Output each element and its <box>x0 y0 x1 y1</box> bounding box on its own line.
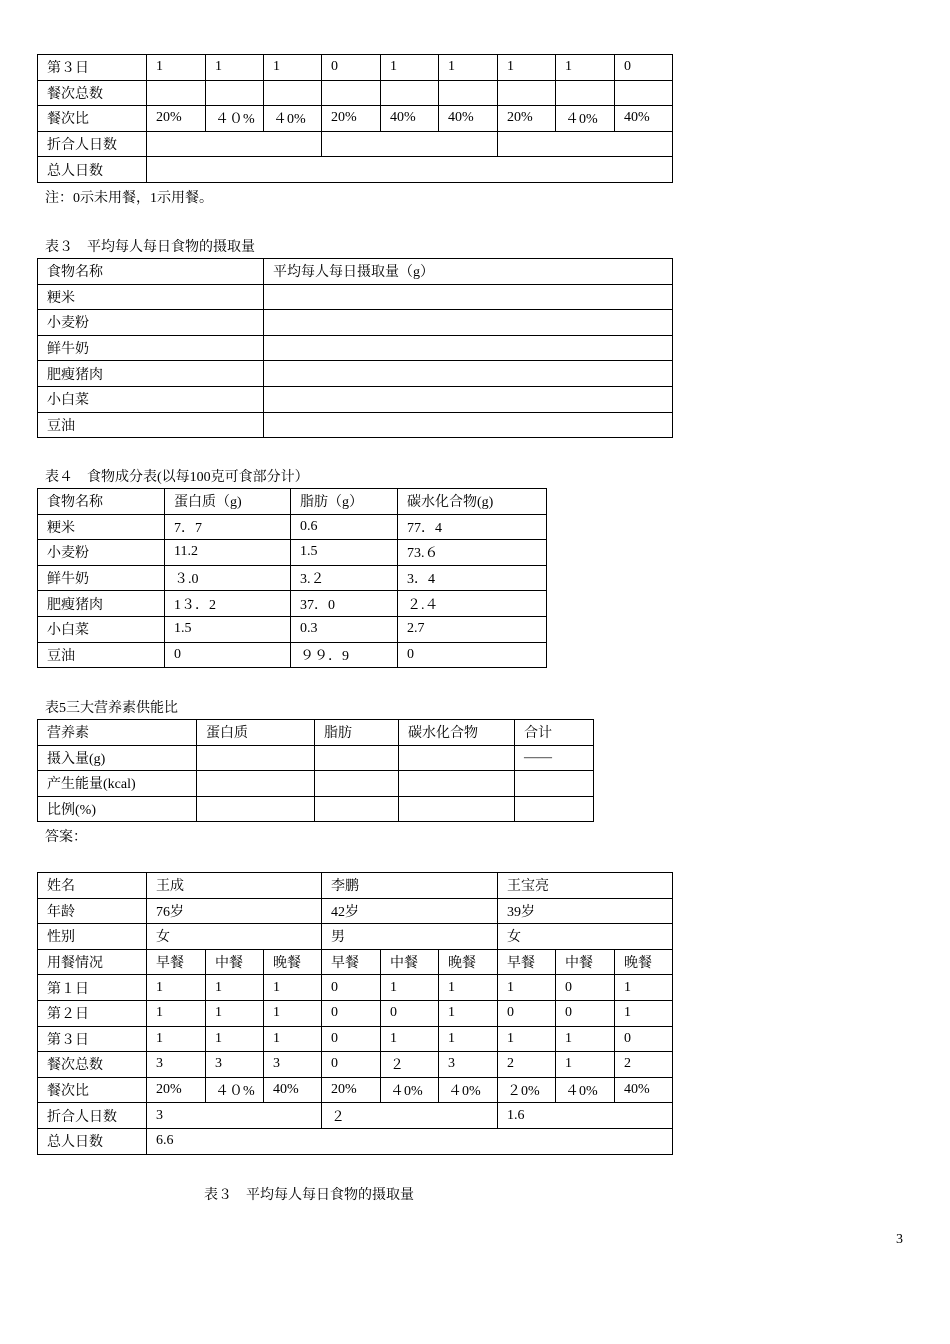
table-row <box>38 745 594 771</box>
meal-status-table-continued <box>37 54 673 183</box>
table-cell: 1 <box>264 1026 322 1052</box>
food-name: 鲜牛奶 <box>38 565 165 591</box>
table-cell <box>264 412 673 438</box>
table-cell: 1３．2 <box>165 591 291 617</box>
table-cell: 1 <box>439 1000 498 1026</box>
table-row <box>38 1103 673 1129</box>
answer-label: 答案： <box>45 830 87 845</box>
person-sex: 女 <box>498 924 673 950</box>
table-cell: 73.６ <box>398 540 547 566</box>
table5-energy-ratio <box>37 719 594 822</box>
row-label: 姓名 <box>38 873 147 899</box>
food-name: 豆油 <box>38 412 264 438</box>
food-name: 肥瘦猪肉 <box>38 361 264 387</box>
table-row <box>38 284 673 310</box>
column-header: 合计 <box>515 720 594 746</box>
table-cell: 3 <box>206 1052 264 1078</box>
table-row <box>38 565 547 591</box>
table-cell: 3 <box>147 1103 322 1129</box>
meal-header: 早餐 <box>498 949 556 975</box>
column-header: 碳水化合物 <box>399 720 515 746</box>
table-cell <box>399 796 515 822</box>
table-cell: 1 <box>381 55 439 81</box>
table-cell: 1 <box>206 975 264 1001</box>
table-cell: ４０% <box>206 1077 264 1103</box>
table-cell: 1 <box>264 975 322 1001</box>
column-header: 食物名称 <box>38 489 165 515</box>
bottom-table-caption: 表３ 平均每人每日食物的摄取量 <box>204 1188 414 1203</box>
table-cell <box>315 771 399 797</box>
table-cell: 0 <box>398 642 547 668</box>
row-label: 餐次总数 <box>38 1052 147 1078</box>
table-cell <box>197 771 315 797</box>
table-cell: ４０% <box>206 106 264 132</box>
table-cell: 1 <box>498 975 556 1001</box>
table-row <box>38 540 547 566</box>
row-label: 总人日数 <box>38 1128 147 1154</box>
table-cell: 3 <box>264 1052 322 1078</box>
table-row <box>38 361 673 387</box>
person-age: 76岁 <box>147 898 322 924</box>
table-cell: 2 <box>498 1052 556 1078</box>
table-cell: 1 <box>381 975 439 1001</box>
table-cell <box>264 386 673 412</box>
row-label: 年龄 <box>38 898 147 924</box>
table-row <box>38 949 673 975</box>
row-label: 摄入量(g) <box>38 745 197 771</box>
table-cell: 1 <box>206 1026 264 1052</box>
table-cell: ３.0 <box>165 565 291 591</box>
table-cell <box>381 80 439 106</box>
table-cell: ４0% <box>264 106 322 132</box>
table-row <box>38 1128 673 1154</box>
table-cell: 0 <box>556 1000 615 1026</box>
table-cell: 3．4 <box>398 565 547 591</box>
table-row <box>38 310 673 336</box>
food-name: 鲜牛奶 <box>38 335 264 361</box>
row-label: 第１日 <box>38 975 147 1001</box>
person-age: 42岁 <box>322 898 498 924</box>
table-cell: 40% <box>264 1077 322 1103</box>
table-cell <box>206 80 264 106</box>
table-row <box>38 873 673 899</box>
row-label: 产生能量(kcal) <box>38 771 197 797</box>
table-cell: 1 <box>147 1000 206 1026</box>
meal-header: 晚餐 <box>439 949 498 975</box>
table-row <box>38 796 594 822</box>
table-cell: 0 <box>615 1026 673 1052</box>
row-label: 折合人日数 <box>38 131 147 157</box>
row-label: 总人日数 <box>38 157 147 183</box>
food-name: 小白菜 <box>38 386 264 412</box>
table-cell: 1 <box>147 55 206 81</box>
row-label: 餐次比 <box>38 1077 147 1103</box>
table-row <box>38 1077 673 1103</box>
table-header-row <box>38 489 547 515</box>
table-cell: 0 <box>322 1052 381 1078</box>
table-cell: ４0% <box>381 1077 439 1103</box>
table-cell <box>264 310 673 336</box>
column-header: 营养素 <box>38 720 197 746</box>
table-row <box>38 616 547 642</box>
table-cell: 1 <box>498 55 556 81</box>
table-cell: 1.5 <box>165 616 291 642</box>
table3-caption: 表３ 平均每人每日食物的摄取量 <box>45 240 255 255</box>
table-note: 注：0示未用餐，1示用餐。 <box>45 191 213 206</box>
table-cell: 11.2 <box>165 540 291 566</box>
food-name: 小麦粉 <box>38 540 165 566</box>
table-cell: ２0% <box>498 1077 556 1103</box>
food-name: 粳米 <box>38 514 165 540</box>
table-cell: 20% <box>322 106 381 132</box>
person-name: 王成 <box>147 873 322 899</box>
food-name: 粳米 <box>38 284 264 310</box>
table4-food-composition <box>37 488 547 668</box>
table-cell: 0 <box>165 642 291 668</box>
table-cell: 0 <box>322 55 381 81</box>
food-name: 小麦粉 <box>38 310 264 336</box>
table-cell: 7．7 <box>165 514 291 540</box>
column-header: 平均每人每日摄取量（g） <box>264 259 673 285</box>
table-cell <box>515 796 594 822</box>
table-cell: 1 <box>206 55 264 81</box>
table-cell: 37．0 <box>291 591 398 617</box>
table-cell: 1 <box>264 1000 322 1026</box>
meal-header: 早餐 <box>147 949 206 975</box>
row-label: 餐次总数 <box>38 80 147 106</box>
row-label: 用餐情况 <box>38 949 147 975</box>
table-row <box>38 80 673 106</box>
table-cell: 20% <box>147 1077 206 1103</box>
table-cell: 1 <box>439 1026 498 1052</box>
table-header-row <box>38 259 673 285</box>
table-row <box>38 514 547 540</box>
person-sex: 女 <box>147 924 322 950</box>
table-cell: ４0% <box>439 1077 498 1103</box>
table-cell <box>264 284 673 310</box>
table-row <box>38 1052 673 1078</box>
row-label: 第３日 <box>38 1026 147 1052</box>
table-cell: 1 <box>381 1026 439 1052</box>
table-cell <box>439 80 498 106</box>
table-cell: 1.5 <box>291 540 398 566</box>
table-row <box>38 924 673 950</box>
table-cell <box>197 796 315 822</box>
table-cell: 20% <box>147 106 206 132</box>
table-cell: 40% <box>381 106 439 132</box>
person-age: 39岁 <box>498 898 673 924</box>
table-cell: 0 <box>322 1026 381 1052</box>
table-cell: 40% <box>615 1077 673 1103</box>
column-header: 蛋白质（g) <box>165 489 291 515</box>
table-cell <box>315 745 399 771</box>
table-cell: 0 <box>322 1000 381 1026</box>
table-cell <box>315 796 399 822</box>
row-label: 折合人日数 <box>38 1103 147 1129</box>
table-cell: 3 <box>439 1052 498 1078</box>
table-cell <box>498 80 556 106</box>
table-cell: 2.7 <box>398 616 547 642</box>
person-sex: 男 <box>322 924 498 950</box>
food-name: 肥瘦猪肉 <box>38 591 165 617</box>
table-cell <box>264 361 673 387</box>
person-name: 王宝亮 <box>498 873 673 899</box>
table-cell: 1 <box>206 1000 264 1026</box>
table-cell: 1 <box>615 1000 673 1026</box>
answer-meal-table <box>37 872 673 1155</box>
table-cell: 6.6 <box>147 1128 673 1154</box>
table4-caption: 表４ 食物成分表(以每100克可食部分计） <box>45 470 309 485</box>
table-cell: 1 <box>264 55 322 81</box>
table-row <box>38 771 594 797</box>
table-cell <box>399 771 515 797</box>
table-cell: ２.４ <box>398 591 547 617</box>
table-cell: 20% <box>498 106 556 132</box>
table-cell: ４0% <box>556 106 615 132</box>
table-cell: 1 <box>556 1026 615 1052</box>
table-row <box>38 642 547 668</box>
table-cell <box>264 335 673 361</box>
table-cell: 1 <box>147 975 206 1001</box>
row-label: 第２日 <box>38 1000 147 1026</box>
meal-header: 中餐 <box>381 949 439 975</box>
table-row <box>38 131 673 157</box>
page-number: 3 <box>896 1232 903 1247</box>
meal-header: 中餐 <box>206 949 264 975</box>
table-cell: ２ <box>322 1103 498 1129</box>
table-row <box>38 335 673 361</box>
table-cell <box>197 745 315 771</box>
table-cell: 0 <box>556 975 615 1001</box>
table-row <box>38 106 673 132</box>
table-cell: 2 <box>615 1052 673 1078</box>
table-cell: 1 <box>147 1026 206 1052</box>
table-cell <box>322 131 498 157</box>
table-cell: 3 <box>147 1052 206 1078</box>
table-cell: 3.２ <box>291 565 398 591</box>
table-cell: 40% <box>615 106 673 132</box>
table-cell: ２ <box>381 1052 439 1078</box>
food-name: 豆油 <box>38 642 165 668</box>
food-name: 小白菜 <box>38 616 165 642</box>
table-cell <box>147 157 673 183</box>
table-cell: —— <box>515 745 594 771</box>
table-cell: 1 <box>615 975 673 1001</box>
table-cell: 1 <box>556 1052 615 1078</box>
table-cell: 0 <box>322 975 381 1001</box>
table-cell: 1 <box>439 975 498 1001</box>
table-row <box>38 1026 673 1052</box>
column-header: 食物名称 <box>38 259 264 285</box>
table-cell <box>515 771 594 797</box>
table-cell <box>399 745 515 771</box>
table-cell: 0.6 <box>291 514 398 540</box>
column-header: 碳水化合物(g) <box>398 489 547 515</box>
table-cell: 20% <box>322 1077 381 1103</box>
person-name: 李鹏 <box>322 873 498 899</box>
column-header: 脂肪 <box>315 720 399 746</box>
table-cell <box>498 131 673 157</box>
meal-header: 中餐 <box>556 949 615 975</box>
table-cell <box>264 80 322 106</box>
table-cell: 0 <box>615 55 673 81</box>
table3-daily-intake <box>37 258 673 438</box>
table-cell: 1 <box>439 55 498 81</box>
table-cell: 0 <box>381 1000 439 1026</box>
meal-header: 晚餐 <box>264 949 322 975</box>
table-cell: 0.3 <box>291 616 398 642</box>
table-cell: ４0% <box>556 1077 615 1103</box>
table5-caption: 表5三大营养素供能比 <box>45 701 178 716</box>
table-row <box>38 591 547 617</box>
meal-header: 晚餐 <box>615 949 673 975</box>
table-row <box>38 412 673 438</box>
table-cell: 40% <box>439 106 498 132</box>
table-row <box>38 1000 673 1026</box>
column-header: 脂肪（g） <box>291 489 398 515</box>
table-row <box>38 55 673 81</box>
table-cell <box>322 80 381 106</box>
column-header: 蛋白质 <box>197 720 315 746</box>
row-label: 第３日 <box>38 55 147 81</box>
table-row <box>38 898 673 924</box>
table-cell: 77．4 <box>398 514 547 540</box>
table-cell <box>147 131 322 157</box>
table-row <box>38 975 673 1001</box>
table-cell <box>147 80 206 106</box>
table-row <box>38 157 673 183</box>
table-cell: ９９．9 <box>291 642 398 668</box>
table-cell: 0 <box>498 1000 556 1026</box>
row-label: 餐次比 <box>38 106 147 132</box>
table-cell <box>615 80 673 106</box>
table-row <box>38 386 673 412</box>
meal-header: 早餐 <box>322 949 381 975</box>
table-cell: 1.6 <box>498 1103 673 1129</box>
table-cell <box>556 80 615 106</box>
table-cell: 1 <box>556 55 615 81</box>
row-label: 比例(%) <box>38 796 197 822</box>
table-cell: 1 <box>498 1026 556 1052</box>
row-label: 性别 <box>38 924 147 950</box>
table-header-row <box>38 720 594 746</box>
